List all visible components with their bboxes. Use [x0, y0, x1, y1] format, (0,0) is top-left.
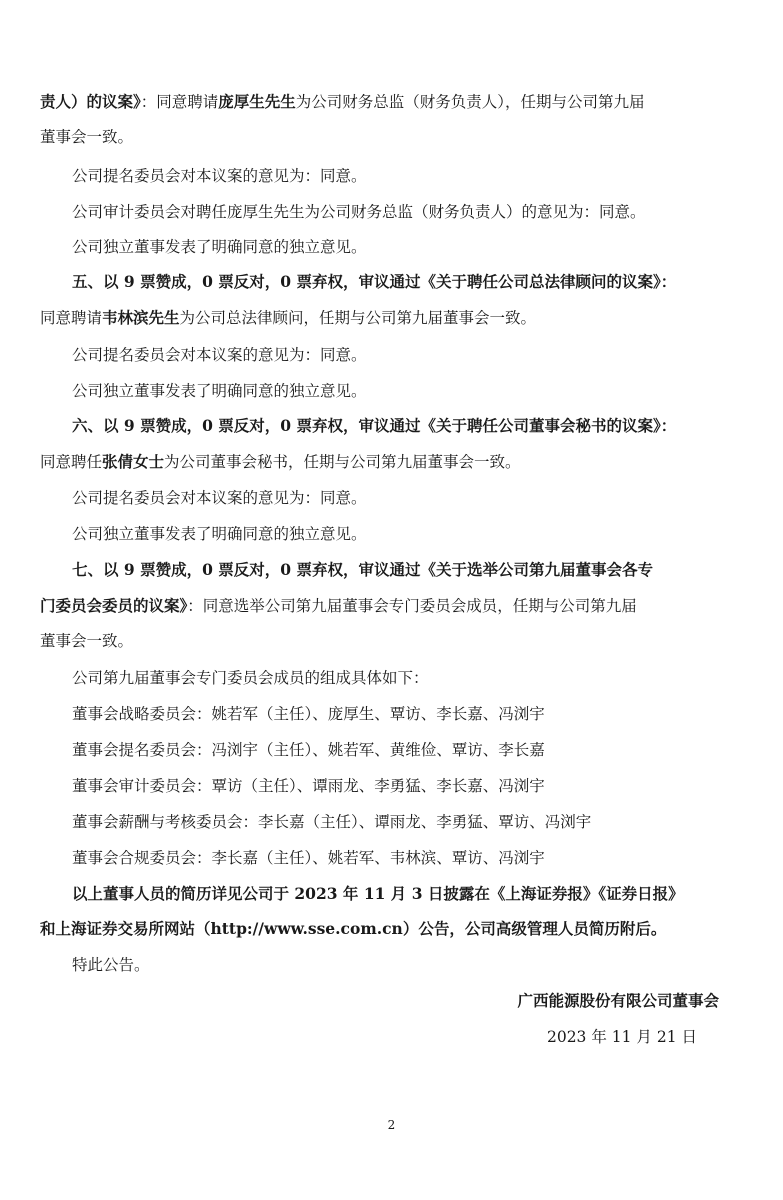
item6-independent-opinion: 公司独立董事发表了明确同意的独立意见。 [72, 525, 367, 543]
resume-note-line1: 以上董事人员的简历详见公司于 2023 年 11 月 3 日披露在《上海证券报》《证券日报》 [72, 884, 684, 903]
item6-appointee-name: 张倩女士 [102, 452, 165, 471]
item5-line2 [40, 307, 745, 329]
committee-audit: 董事会审计委员会：覃访（主任）、谭雨龙、李勇猛、李长嘉、冯浏宇 [72, 777, 545, 795]
item6-line2 [40, 451, 745, 473]
item7-text-rest: ：同意选举公司第九届董事会专门委员会成员，任期与公司第九届 [187, 597, 637, 615]
item5-text-pre: 同意聘请 [40, 309, 103, 327]
item4-nomination-opinion: 公司提名委员会对本议案的意见为：同意。 [72, 167, 367, 185]
committee-strategy: 董事会战略委员会：姚若军（主任）、庞厚生、覃访、李长嘉、冯浏宇 [72, 705, 545, 723]
item4-appointee-name: 庞厚生先生 [218, 92, 296, 111]
committee-compliance: 董事会合规委员会：李长嘉（主任）、姚若军、韦林滨、覃访、冯浏宇 [72, 849, 545, 867]
signature-company: 广西能源股份有限公司董事会 [517, 991, 719, 1010]
item4-independent-opinion: 公司独立董事发表了明确同意的独立意见。 [72, 238, 367, 256]
item4-text-mid: ：同意聘请 [140, 93, 219, 111]
signature-date: 2023 年 11 月 21 日 [546, 1028, 697, 1046]
item6-text-rest: 为公司董事会秘书，任期与公司第九届董事会一致。 [164, 453, 521, 471]
page-number: 2 [387, 1118, 396, 1132]
item4-line2: 董事会一致。 [40, 128, 134, 146]
item5-heading: 五、以 9 票赞成，0 票反对，0 票弃权，审议通过《关于聘任公司总法律顾问的议案》： [72, 272, 677, 291]
item4-title-end: 责人）的议案》 [40, 92, 141, 111]
item5-nomination-opinion: 公司提名委员会对本议案的意见为：同意。 [72, 346, 367, 364]
item7-heading: 七、以 9 票赞成，0 票反对，0 票弃权，审议通过《关于选举公司第九届董事会各专 [72, 560, 653, 579]
item7-line3: 董事会一致。 [40, 632, 134, 650]
item7-line2 [40, 595, 745, 617]
committee-compensation: 董事会薪酬与考核委员会：李长嘉（主任）、谭雨龙、李勇猛、覃访、冯浏宇 [72, 813, 592, 831]
committee-nomination: 董事会提名委员会：冯浏宇（主任）、姚若军、黄维俭、覃访、李长嘉 [72, 741, 545, 759]
item7-intro: 公司第九届董事会专门委员会成员的组成具体如下： [72, 669, 429, 687]
item5-appointee-name: 韦林滨先生 [102, 308, 180, 327]
item6-nomination-opinion: 公司提名委员会对本议案的意见为：同意。 [72, 489, 367, 507]
item5-independent-opinion: 公司独立董事发表了明确同意的独立意见。 [72, 382, 367, 400]
item4-text-rest: 为公司财务总监（财务负责人），任期与公司第九届 [295, 93, 645, 111]
item4-line1 [40, 91, 745, 113]
item6-heading: 六、以 9 票赞成，0 票反对，0 票弃权，审议通过《关于聘任公司董事会秘书的议案》： [72, 416, 677, 435]
item6-text-pre: 同意聘任 [40, 453, 103, 471]
resume-note-line2: 和上海证券交易所网站（http://www.sse.com.cn）公告，公司高级管理人员简历附后。 [40, 919, 667, 938]
item4-audit-opinion: 公司审计委员会对聘任庞厚生先生为公司财务总监（财务负责人）的意见为：同意。 [72, 203, 646, 221]
item7-title-end: 门委员会委员的议案》 [40, 596, 188, 615]
closing-text: 特此公告。 [72, 956, 150, 974]
item5-text-rest: 为公司总法律顾问，任期与公司第九届董事会一致。 [179, 309, 537, 327]
